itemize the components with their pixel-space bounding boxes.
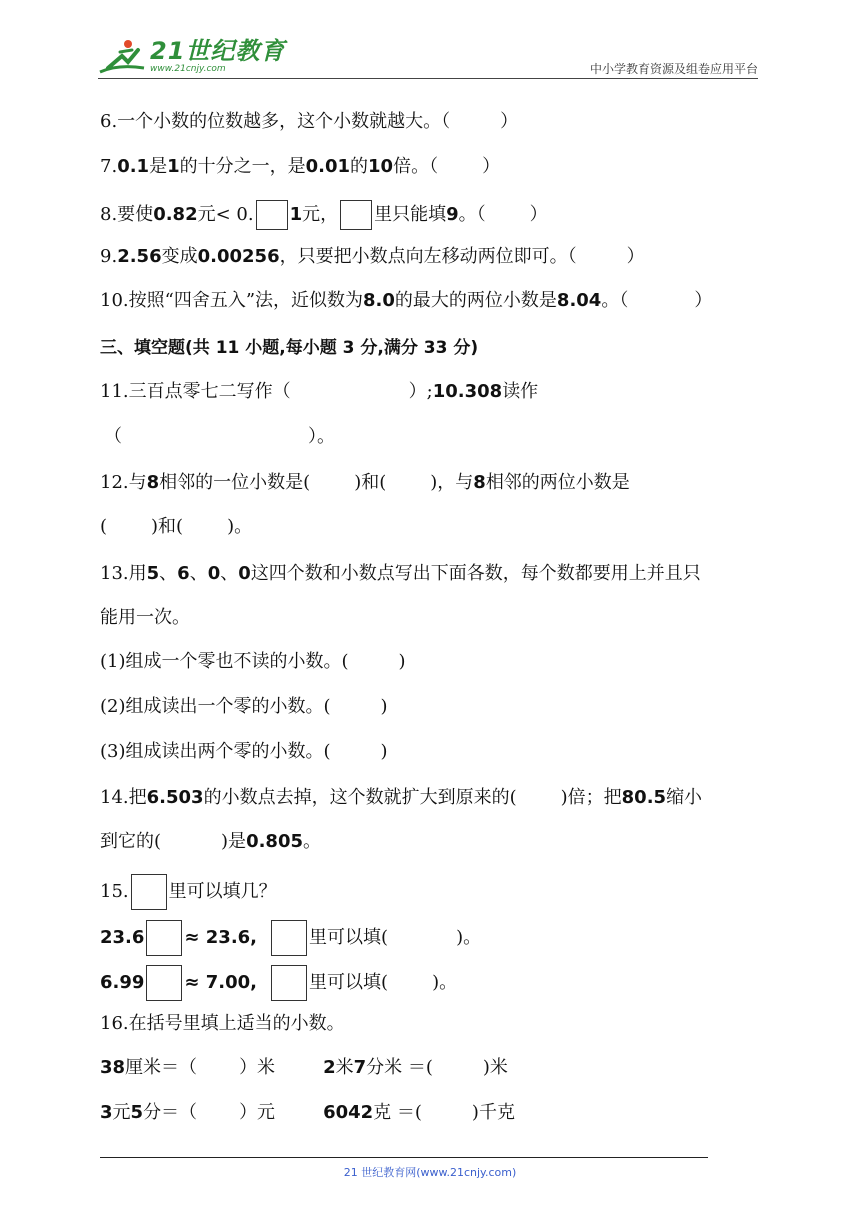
question-14-line2: 到它的( )是0.805。 xyxy=(100,831,321,852)
question-13-line2: 能用一次。 xyxy=(100,607,190,628)
question-13-1: (1)组成一个零也不读的小数。( ) xyxy=(100,651,406,672)
question-8: 8.要使0.82元< 0. 1元， 里只能填9。（ ） xyxy=(100,200,548,230)
question-13: 13.用5、6、0、0这四个数和小数点写出下面各数，每个数都要用上并且只 xyxy=(100,563,701,584)
footer-link[interactable]: 21 世纪教育网(www.21cnjy.com) xyxy=(343,1166,517,1179)
header-tagline: 中小学教育资源及组卷应用平台 xyxy=(589,62,758,76)
logo-title: 21世纪教育 xyxy=(150,36,286,65)
question-12-line2: ( )和( )。 xyxy=(100,516,253,537)
question-14: 14.把6.503的小数点去掉，这个数就扩大到原来的( )倍；把80.5缩小 xyxy=(100,787,703,808)
question-13-2: (2)组成读出一个零的小数。( ) xyxy=(100,696,388,717)
answer-box[interactable] xyxy=(146,920,182,956)
question-16-row2: 3元5分＝（ ）元 6042克 ＝( )千克 xyxy=(100,1102,515,1123)
question-13-3: (3)组成读出两个零的小数。( ) xyxy=(100,741,388,762)
question-15-2: 6.99 ≈ 7.00, 里可以填( )。 xyxy=(100,965,457,1001)
question-12: 12.与8相邻的一位小数是( )和( )，与8相邻的两位小数是 xyxy=(100,472,630,493)
question-10: 10.按照“四舍五入”法，近似数为8.0的最大的两位小数是8.04。（ ） xyxy=(100,290,713,311)
question-9: 9.2.56变成0.00256，只要把小数点向左移动两位即可。（ ） xyxy=(100,246,645,267)
logo-url: www.21cnjy.com xyxy=(150,63,226,74)
question-11: 11.三百点零七二写作（ ）;10.308读作 xyxy=(100,381,539,402)
header-divider xyxy=(98,78,758,79)
footer-divider xyxy=(100,1157,708,1158)
answer-box[interactable] xyxy=(256,200,288,230)
section-3-title: 三、填空题(共 11 小题,每小题 3 分,满分 33 分) xyxy=(100,338,479,358)
question-16-row1: 38厘米＝（ ）米 2米7分米 ＝( )米 xyxy=(100,1057,508,1078)
runner-logo-icon xyxy=(98,38,146,74)
answer-box[interactable] xyxy=(131,874,167,910)
question-15: 15. 里可以填几？ xyxy=(100,874,277,910)
question-16: 16.在括号里填上适当的小数。 xyxy=(100,1013,345,1034)
question-11-line2: （ ）。 xyxy=(104,426,335,447)
site-logo xyxy=(98,36,285,76)
answer-box[interactable] xyxy=(340,200,372,230)
answer-box[interactable] xyxy=(271,965,307,1001)
question-6: 6.一个小数的位数越多，这个小数就越大。（ ） xyxy=(100,111,519,132)
question-15-1: 23.6 ≈ 23.6, 里可以填( )。 xyxy=(100,920,481,956)
question-7: 7.0.1是1的十分之一，是0.01的10倍。（ ） xyxy=(100,156,501,177)
answer-box[interactable] xyxy=(271,920,307,956)
answer-box[interactable] xyxy=(146,965,182,1001)
